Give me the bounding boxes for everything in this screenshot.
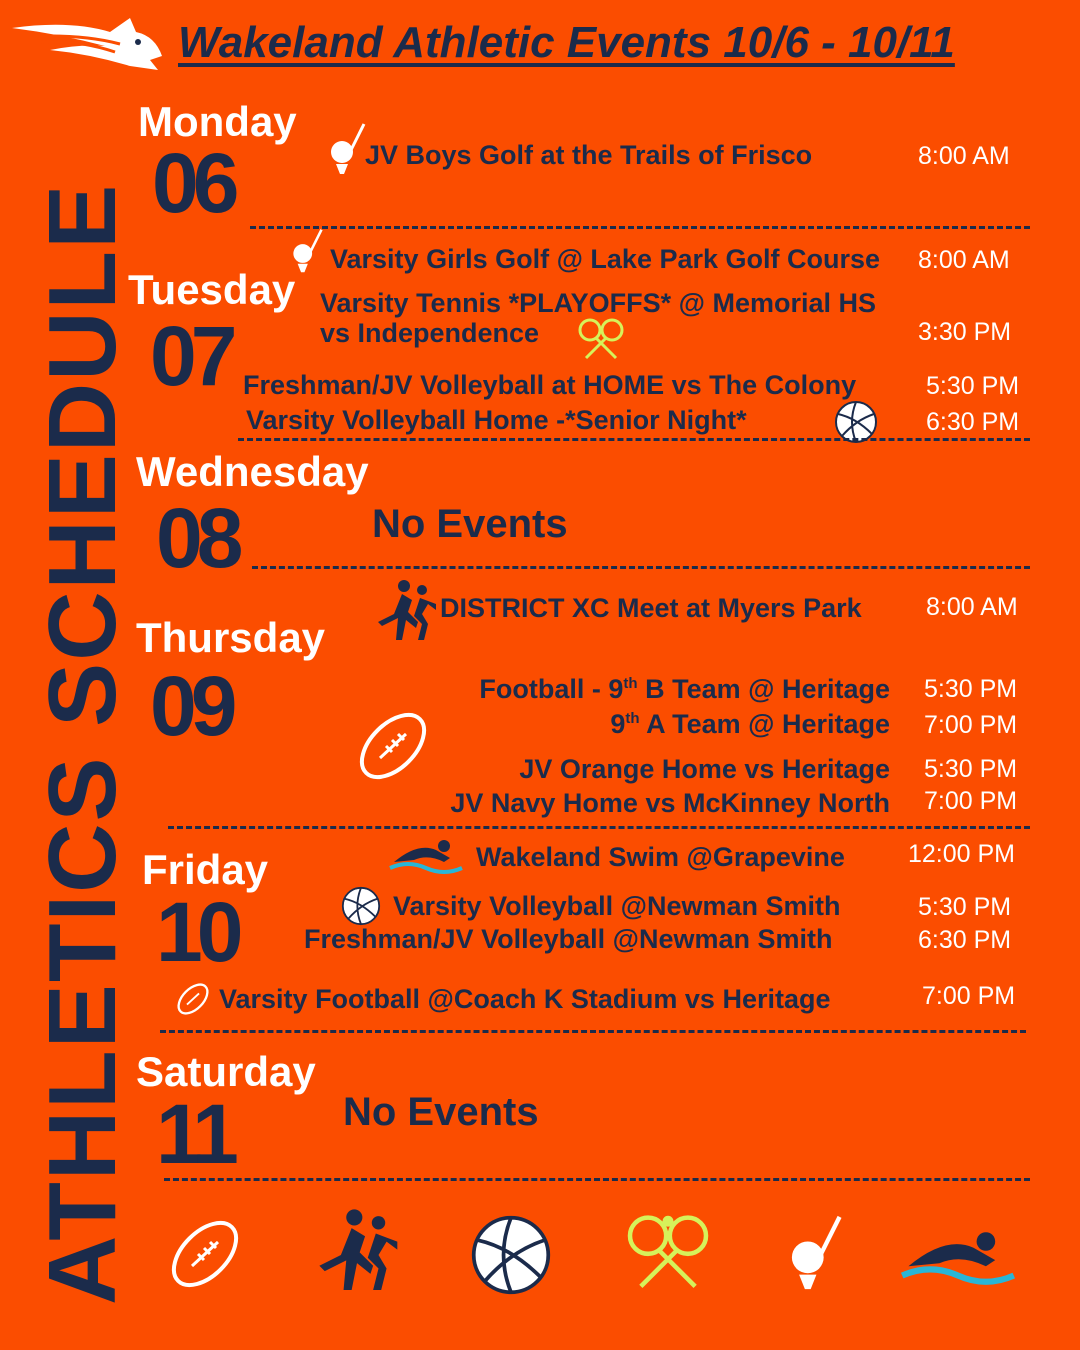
day-number-tuesday: 07	[150, 309, 232, 403]
divider	[164, 1178, 1030, 1181]
day-label-monday: Monday	[138, 98, 297, 145]
tennis-icon	[622, 1214, 714, 1290]
event-time: 5:30 PM	[918, 893, 1012, 921]
divider	[160, 1030, 1026, 1033]
golf-icon	[784, 1214, 846, 1292]
day-label-thursday: Thursday	[136, 614, 326, 661]
event-name: JV Orange Home vs Heritage	[519, 754, 890, 784]
golf-icon	[326, 122, 368, 176]
volleyball-icon	[470, 1214, 552, 1296]
day-number-wednesday: 08	[156, 491, 238, 585]
day-label-tuesday: Tuesday	[128, 266, 296, 313]
event-time: 5:30 PM	[926, 372, 1020, 400]
football-icon	[174, 980, 212, 1018]
wolf-logo-icon	[10, 10, 165, 76]
event-name: Varsity Football @Coach K Stadium vs Heritage	[219, 984, 831, 1014]
divider	[252, 566, 1030, 569]
event-name-line2: vs Independence	[320, 318, 540, 348]
event-name: JV Boys Golf at the Trails of Frisco	[365, 140, 813, 170]
swimmer-icon	[388, 836, 464, 876]
event-name: Varsity Volleyball Home -*Senior Night*	[246, 405, 747, 435]
no-events: No Events	[343, 1090, 539, 1134]
divider	[238, 438, 1030, 441]
no-events: No Events	[372, 502, 568, 546]
day-number-monday: 06	[152, 136, 234, 230]
event-name: Varsity Girls Golf @ Lake Park Golf Course	[330, 244, 881, 274]
event-time: 5:30 PM	[924, 675, 1018, 703]
day-label-friday: Friday	[142, 846, 269, 893]
runners-icon	[314, 1206, 400, 1296]
event-time: 12:00 PM	[908, 840, 1016, 868]
football-icon	[164, 1214, 246, 1294]
runners-icon	[374, 578, 438, 644]
divider	[168, 826, 1030, 829]
event-name: DISTRICT XC Meet at Myers Park	[440, 593, 862, 623]
event-time: 8:00 AM	[918, 142, 1010, 170]
page-title: Wakeland Athletic Events 10/6 - 10/11	[178, 18, 955, 67]
event-time: 6:30 PM	[918, 926, 1012, 954]
event-name: Football - 9th B Team @ Heritage	[479, 674, 890, 704]
volleyball-icon	[341, 886, 381, 926]
event-time: 7:00 PM	[924, 787, 1018, 815]
day-number-friday: 10	[156, 885, 238, 979]
day-number-saturday: 11	[156, 1087, 233, 1181]
event-name: Varsity Tennis *PLAYOFFS* @ Memorial HS	[320, 288, 876, 318]
event-time: 3:30 PM	[918, 318, 1012, 346]
swimmer-icon	[898, 1226, 1018, 1288]
side-title: ATHLETICS SCHEDULE	[29, 182, 136, 1305]
event-name: JV Navy Home vs McKinney North	[450, 788, 890, 818]
divider	[250, 226, 1030, 229]
event-time: 7:00 PM	[924, 711, 1018, 739]
event-name: Varsity Volleyball @Newman Smith	[393, 891, 841, 921]
event-time: 8:00 AM	[918, 246, 1010, 274]
event-time: 6:30 PM	[926, 408, 1020, 436]
day-number-thursday: 09	[150, 659, 232, 753]
event-time: 7:00 PM	[922, 982, 1016, 1010]
event-name: 9th A Team @ Heritage	[610, 709, 890, 739]
event-name: Freshman/JV Volleyball at HOME vs The Colony	[243, 370, 857, 400]
tennis-icon	[576, 318, 626, 360]
day-label-wednesday: Wednesday	[136, 448, 369, 495]
event-name: Wakeland Swim @Grapevine	[476, 842, 845, 872]
day-label-saturday: Saturday	[136, 1048, 316, 1095]
event-time: 8:00 AM	[926, 593, 1018, 621]
event-time: 5:30 PM	[924, 755, 1018, 783]
event-name: Freshman/JV Volleyball @Newman Smith	[304, 924, 833, 954]
